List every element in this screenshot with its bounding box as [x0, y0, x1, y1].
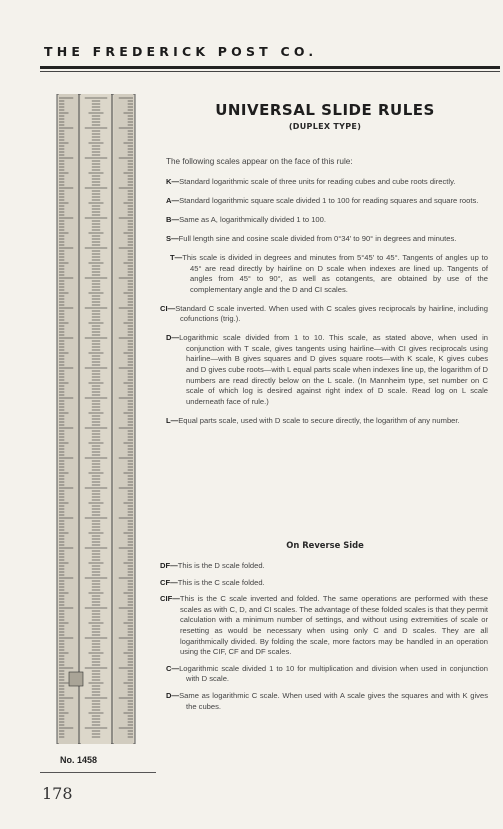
scale-key: A— — [166, 195, 180, 205]
scale-key: L— — [166, 415, 179, 425]
scale-key: CIF— — [160, 594, 180, 604]
scale-description: Same as logarithmic C scale. When used with A scale gives the squares and with K gives the cubes. — [179, 690, 488, 711]
figure-caption: No. 1458 — [60, 755, 98, 765]
scale-entry-l — [166, 416, 488, 427]
scale-entry-ci — [160, 304, 488, 325]
footer-rule — [40, 772, 156, 773]
scale-entry-cif — [160, 594, 488, 658]
slide-rule-image — [55, 94, 137, 744]
page-title: UNIVERSAL SLIDE RULES — [215, 101, 435, 119]
scale-description: Same as A, logarithmically divided 1 to 100. — [179, 214, 326, 224]
scale-description: This scale is divided in degrees and minutes from 5°45' to 45°. Tangents of angles up to 45° are read directly by hairline on D scale when indexes are lined up. Tangents of angles from 45° to 90°, as well as cotangents, are obtained by use of the complementary angle and the D and CI scales. — [182, 252, 488, 294]
scale-entry-b — [166, 215, 488, 226]
scale-description: This is the C scale folded. — [177, 577, 265, 587]
scale-key: C— — [166, 663, 180, 673]
scale-key: D— — [166, 690, 180, 700]
scale-description: Logarithmic scale divided from 1 to 10. This scale, as stated above, when used in conjunction with T scale, gives tangents using hairline—with CI gives reciprocals using hairline—with B gives squares and D gives square roots—with K scale, K gives cubes and D gives cube roots—with L equal parts scale when indexes line up, the logarithm of D numbers are read directly below on the L scale. (In Mannheim type, set number on C scale of which log is desired against right index of D scale. Read log on L scale underneath face of rule.) — [179, 333, 488, 406]
scale-entry-d — [166, 333, 488, 407]
scale-key: CF— — [160, 577, 178, 587]
scale-entry-cf — [160, 578, 488, 589]
scale-description: Standard C scale inverted. When used with C scales gives reciprocals by hairline, including cofunctions (trig.). — [175, 303, 488, 324]
page-subtitle: (DUPLEX TYPE) — [288, 122, 362, 131]
scale-entry-d-reverse — [166, 691, 488, 712]
page-number: 178 — [42, 784, 73, 803]
intro-text: The following scales appear on the face of this rule: — [166, 157, 353, 166]
scale-entry-k — [166, 177, 488, 188]
scale-description: Standard logarithmic scale of three units for reading cubes and cube roots directly. — [179, 177, 456, 186]
scale-key: D— — [166, 333, 180, 343]
scale-key: DF— — [160, 561, 178, 570]
scale-key: B— — [166, 214, 180, 224]
header-rule-thin — [40, 71, 500, 72]
scale-entry-t — [170, 253, 488, 295]
scale-description: Logarithmic scale divided 1 to 10 for multiplication and division when used in conjunction with D scale. — [179, 663, 488, 684]
scale-key: K— — [166, 177, 180, 186]
reverse-side-heading: On Reverse Side — [286, 540, 364, 550]
scale-entry-df — [160, 561, 488, 572]
header-rule-thick — [40, 66, 500, 69]
scale-key: CI— — [160, 303, 176, 313]
scale-key: T— — [170, 252, 183, 262]
scale-description: Standard logarithmic square scale divided 1 to 100 for reading squares and square roots. — [179, 195, 479, 205]
scale-entry-c — [166, 664, 488, 685]
scale-description: Equal parts scale, used with D scale to secure directly, the logarithm of any number. — [178, 415, 460, 425]
scale-description: Full length sine and cosine scale divided from 0°34' to 90° in degrees and minutes. — [178, 233, 457, 243]
scale-entry-s — [166, 234, 488, 245]
scale-description: This is the D scale folded. — [177, 561, 265, 570]
header-title: THE FREDERICK POST CO. — [44, 44, 318, 59]
scale-key: S— — [166, 233, 179, 243]
scale-description: This is the C scale inverted and folded. The same operations are performed with these scales as with C, D, and CI scales. The advantage of these folded scales is that they permit calculation with a minimum number of settings, and without using extremities of scale or resetting as would be necessary when using only C and D scales. They are all logarithmically divided. By folding the scale, more factors may be handled in an operation using the CIF, CF and DF scales. — [179, 594, 488, 657]
face-scale-list — [160, 177, 488, 435]
scale-entry-a — [166, 196, 488, 207]
reverse-scale-list — [160, 561, 488, 718]
